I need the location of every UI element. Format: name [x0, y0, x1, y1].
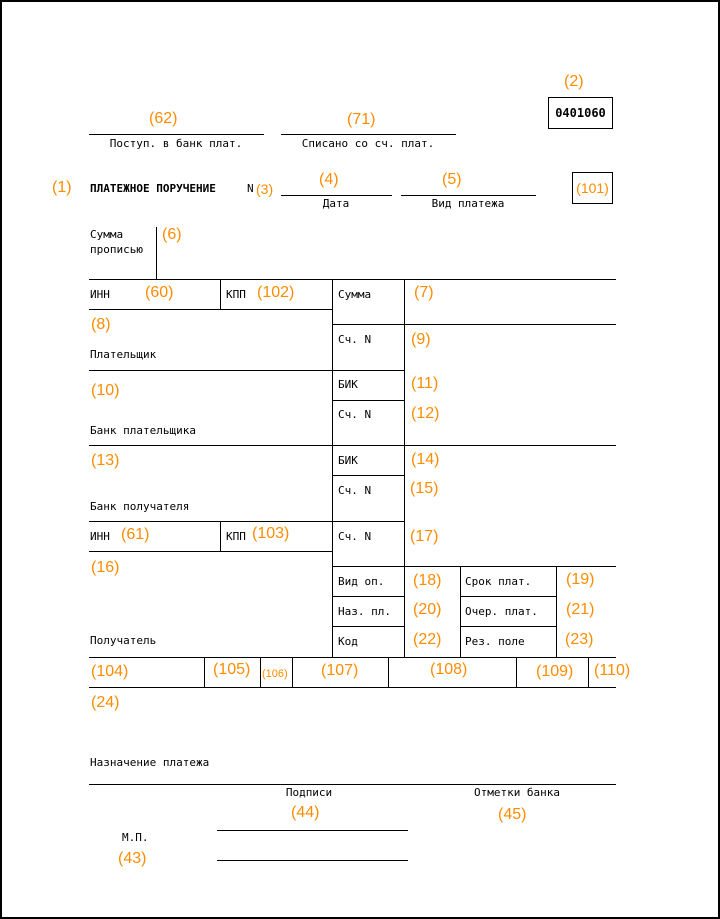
payer-bank-label: Банк плательщика	[90, 424, 196, 437]
field-9: (9)	[411, 331, 431, 348]
bank-marks-label: Отметки банка	[473, 786, 561, 799]
field-105: (105)	[213, 661, 251, 678]
reserve-label: Рез. поле	[465, 635, 525, 648]
field-13: (13)	[91, 452, 120, 469]
payee-kpp-label: КПП	[226, 530, 246, 543]
payee-inn-label: ИНН	[90, 530, 110, 543]
payee-label: Получатель	[90, 634, 157, 647]
field-12: (12)	[411, 405, 440, 422]
divider	[516, 657, 517, 687]
purpose-label: Назначение платежа	[90, 756, 210, 769]
field-4: (4)	[319, 171, 339, 188]
divider	[89, 551, 332, 552]
form-title: ПЛАТЕЖНОЕ ПОРУЧЕНИЕ	[90, 182, 216, 195]
signatures-label: Подписи	[285, 786, 333, 799]
op-type-label: Вид оп.	[338, 575, 385, 588]
amount-words-label: Сумма	[90, 228, 124, 241]
payer-inn-label: ИНН	[90, 288, 110, 301]
divider	[89, 784, 616, 785]
field-14: (14)	[411, 451, 440, 468]
divider	[89, 134, 264, 135]
form-code-box	[548, 97, 613, 129]
divider	[89, 521, 404, 522]
field-109: (109)	[536, 663, 574, 680]
field-15: (15)	[410, 480, 439, 497]
field-104: (104)	[91, 663, 129, 680]
payer-kpp-label: КПП	[226, 288, 246, 301]
divider	[556, 566, 557, 657]
due-label: Срок плат.	[465, 575, 532, 588]
field-11: (11)	[411, 375, 439, 392]
divider	[156, 227, 157, 279]
field-24: (24)	[91, 694, 120, 711]
field-60: (60)	[145, 284, 174, 301]
field-110: (110)	[594, 662, 631, 679]
field-6: (6)	[162, 226, 182, 243]
field-103: (103)	[252, 525, 290, 542]
field-61: (61)	[121, 526, 150, 543]
divider	[332, 626, 404, 627]
debited-label: Списано со сч. плат.	[301, 137, 435, 150]
field-17: (17)	[410, 528, 439, 545]
field-106: (106)	[262, 668, 288, 680]
received-label: Поступ. в банк плат.	[109, 137, 243, 150]
field-102: (102)	[257, 284, 295, 301]
field-45: (45)	[498, 806, 527, 823]
divider	[332, 279, 333, 657]
seal-label: М.П.	[122, 831, 149, 844]
divider	[588, 657, 589, 687]
divider	[281, 134, 456, 135]
field-108: (108)	[430, 661, 468, 678]
field-3: (3)	[256, 181, 274, 197]
signature-line-2	[217, 860, 408, 861]
field-19: (19)	[566, 571, 595, 588]
field-71: (71)	[347, 111, 376, 128]
form-code: 0401060	[555, 106, 606, 120]
divider	[220, 521, 221, 551]
divider	[332, 400, 404, 401]
divider	[89, 279, 616, 280]
field-107: (107)	[321, 662, 359, 679]
field-22: (22)	[413, 631, 442, 648]
divider	[89, 687, 616, 688]
field-2: (2)	[564, 73, 584, 90]
field-21: (21)	[566, 601, 595, 618]
field-44: (44)	[291, 804, 320, 821]
divider	[332, 596, 404, 597]
payee-bank-account-label: Сч. N	[338, 484, 372, 497]
code-label: Код	[338, 635, 358, 648]
field-101: (101)	[576, 180, 609, 196]
field-23: (23)	[565, 631, 594, 648]
divider	[401, 195, 536, 196]
divider	[460, 596, 556, 597]
payer-bank-account-label: Сч. N	[338, 408, 372, 421]
divider	[260, 657, 261, 687]
field-10: (10)	[91, 382, 120, 399]
field-1: (1)	[52, 179, 72, 196]
field-16: (16)	[91, 559, 120, 576]
divider	[404, 279, 405, 657]
divider	[281, 195, 392, 196]
divider	[460, 626, 556, 627]
priority-label: Очер. плат.	[465, 605, 538, 618]
divider	[89, 657, 616, 658]
divider	[460, 566, 461, 657]
field-43: (43)	[118, 850, 147, 867]
field-62: (62)	[149, 110, 178, 127]
payee-bank-label: Банк получателя	[90, 500, 190, 513]
signature-line-1	[217, 830, 408, 831]
divider	[89, 370, 404, 371]
field-20: (20)	[413, 601, 442, 618]
divider	[332, 475, 404, 476]
status-box	[572, 172, 613, 204]
divider	[89, 445, 616, 446]
field-8: (8)	[91, 316, 111, 333]
payment-type-label: Вид платежа	[431, 197, 505, 210]
payer-bik-label: БИК	[338, 378, 358, 391]
divider	[332, 566, 616, 567]
divider	[220, 279, 221, 309]
payee-account-label: Сч. N	[338, 530, 372, 543]
purpose-code-label: Наз. пл.	[338, 605, 391, 618]
field-7: (7)	[414, 284, 434, 301]
field-18: (18)	[413, 572, 442, 589]
divider	[292, 657, 293, 687]
field-5: (5)	[442, 171, 462, 188]
divider	[332, 324, 616, 325]
amount-label: Сумма	[338, 288, 372, 301]
payer-account-label: Сч. N	[338, 333, 372, 346]
number-prefix: N	[247, 182, 254, 195]
payer-label: Плательщик	[90, 348, 157, 361]
divider	[89, 309, 332, 310]
payee-bik-label: БИК	[338, 454, 358, 467]
divider	[388, 657, 389, 687]
amount-words-label-2: прописью	[90, 243, 143, 256]
divider	[204, 657, 205, 687]
date-label: Дата	[322, 197, 350, 210]
